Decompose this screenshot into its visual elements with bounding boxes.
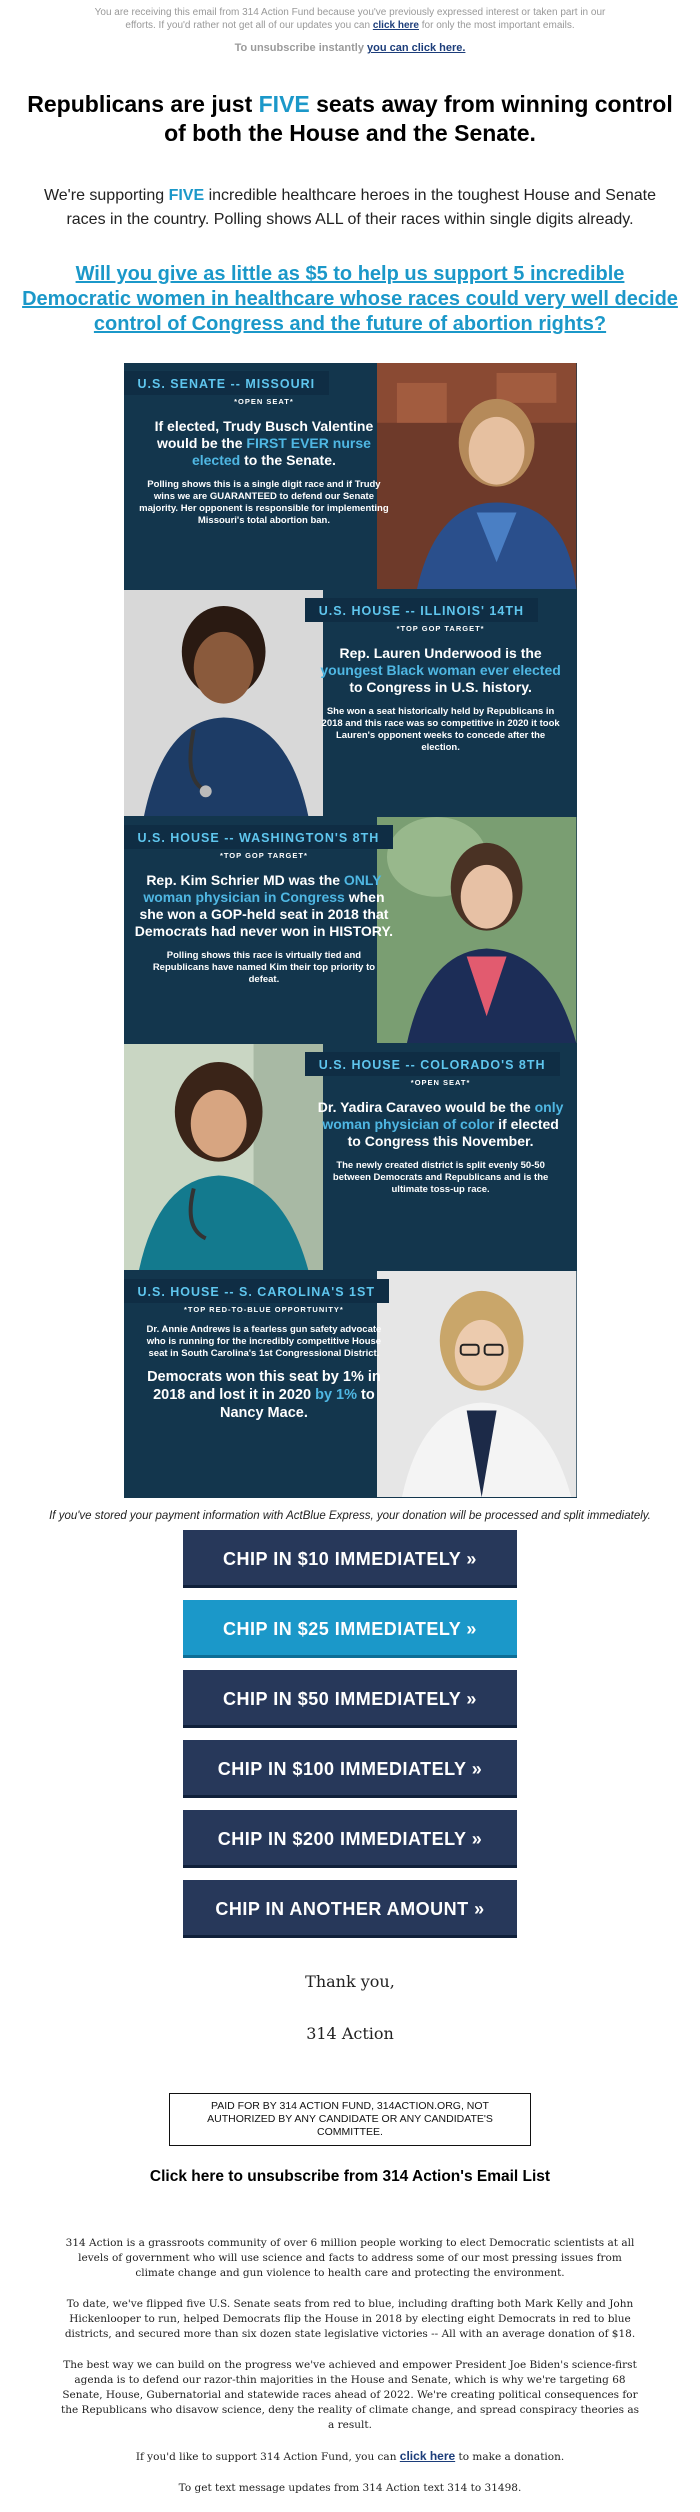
lead-accent: only woman physician of color <box>322 1099 564 1132</box>
candidate-panel-washington[interactable] <box>124 817 577 1044</box>
race-label: U.S. HOUSE -- ILLINOIS' 14TH <box>305 598 538 622</box>
preheader-click-here-link[interactable]: click here <box>372 20 419 31</box>
big-post: to Nancy Mace. <box>220 1387 375 1421</box>
footer-click-here-link[interactable]: click here <box>399 2449 456 2463</box>
headline-post: seats away from winning control of both the House and the Senate. <box>164 91 673 146</box>
panel-text <box>124 363 405 527</box>
panel-text <box>124 817 405 986</box>
panel-detail <box>138 479 391 527</box>
panel-lead <box>315 1099 567 1150</box>
race-tag: *OPEN SEAT* <box>234 397 294 406</box>
big-accent: by 1% <box>315 1387 358 1403</box>
lead-post: when she won a GOP-held seat in 2018 that Democrats had never won in HISTORY. <box>134 889 394 939</box>
panel-lead <box>134 872 395 940</box>
paid-for-disclaimer: PAID FOR BY 314 ACTION FUND, 314ACTION.ORG, NOT AUTHORIZED BY ANY CANDIDATE OR ANY CANDIDATE'S COMMITTEE. <box>169 2093 531 2146</box>
race-label: U.S. HOUSE -- S. CAROLINA'S 1ST <box>124 1279 389 1303</box>
detail-strong: GUARANTEED <box>209 491 277 502</box>
candidate-photo <box>377 817 576 1043</box>
footer-paragraph-1: 314 Action is a grassroots community of over 6 million people working to elect Democratic scientists at all levels of government who will use science and facts to address some of our most pressing issues from climate change and gun violence to health care and protecting the environment. <box>65 2237 635 2279</box>
detail-post: to defend our Senate majority. Her opponent is responsible for implementing Missouri's total abortion ban. <box>139 491 389 526</box>
lead-accent: ONLY woman physician in Congress <box>143 872 382 905</box>
headline <box>24 90 676 148</box>
race-tag: *TOP GOP TARGET* <box>396 624 485 633</box>
race-label: U.S. SENATE -- MISSOURI <box>124 371 330 395</box>
panel-detail: Dr. Annie Andrews is a fearless gun safety advocate who is running for the incredibly competitive House seat in South Carolina's 1st Congressional District. <box>146 1324 382 1359</box>
intro-pre: We're supporting <box>43 187 169 204</box>
lead-pre: If elected, Trudy Busch Valentine would be the <box>154 418 374 451</box>
donation-ask-link[interactable]: Will you give as little as $5 to help us support 5 incredible Democratic women in healthcare whose races could very well decide control of Congress and the future of abortion rights? <box>22 263 678 335</box>
lead-pre: Rep. Lauren Underwood is the <box>339 645 542 661</box>
panel-detail: Polling shows this race is virtually tied and Republicans have named Kim their top priority to defeat. <box>152 950 376 985</box>
panel-text <box>124 1271 405 1422</box>
panel-big <box>134 1368 395 1422</box>
panel-text <box>305 590 577 754</box>
unsubscribe-list-link[interactable]: Click here to unsubscribe from 314 Action's Email List <box>149 2168 551 2185</box>
unsubscribe-instantly <box>0 42 700 54</box>
donation-buttons <box>183 1530 517 1938</box>
candidate-panel-south-carolina[interactable] <box>124 1271 577 1498</box>
footer-paragraph-2: To date, we've flipped five U.S. Senate seats from red to blue, including drafting both Mark Kelly and John Hickenlooper to run, helped Democrats flip the House in 2018 by electing eight Democrats in red to blue districts, and secured more than six dozen state legislative victories -- All with an average donation of $18. <box>64 2298 636 2340</box>
intro-paragraph <box>24 184 676 232</box>
panel-detail: She won a seat historically held by Republicans in 2018 and this race was so competitive in 2020 it took Lauren's opponent weeks to concede after the election. <box>321 706 560 753</box>
panel-detail: The newly created district is split evenly 50-50 between Democrats and Republicans and is the ultimate toss-up race. <box>332 1160 549 1195</box>
footer-support-post: to make a donation. <box>458 2451 565 2463</box>
footer <box>60 2236 640 2496</box>
race-tag: *TOP GOP TARGET* <box>219 851 308 860</box>
chip-in-25-button[interactable]: CHIP IN $25 IMMEDIATELY » <box>183 1600 517 1658</box>
chip-in-10-button[interactable]: CHIP IN $10 IMMEDIATELY » <box>183 1530 517 1588</box>
footer-paragraph-4 <box>60 2449 640 2465</box>
candidate-photo <box>124 590 323 816</box>
panel-lead <box>315 645 567 696</box>
footer-paragraph-3: The best way we can build on the progress we've achieved and empower President Joe Biden's science-first agenda is to defend our razor-thin majorities in the House and Senate, which is why we're targeting 68 Senate, House, Gubernatorial and statewide races ahead of 2022. We're creating political consequences for the Republicans who disavow science, deny the reality of climate change, and spread conspiracy theories as a result. <box>61 2359 639 2431</box>
intro-post: incredible healthcare heroes in the toughest House and Senate races in the country. Polling shows ALL of their races within single digits already. <box>66 187 657 228</box>
race-tag: *TOP RED-TO-BLUE OPPORTUNITY* <box>184 1305 344 1314</box>
headline-pre: Republicans are just <box>27 91 259 117</box>
lead-pre: Dr. Yadira Caraveo would be the <box>317 1099 535 1115</box>
candidate-photo <box>124 1044 323 1270</box>
panel-text <box>305 1044 577 1196</box>
candidate-photo <box>377 363 576 589</box>
big-pre: Democrats won this seat by 1% in 2018 and lost it in 2020 <box>147 1369 381 1403</box>
lead-pre: Rep. Kim Schrier MD was the <box>146 872 344 888</box>
unsubscribe-instantly-link[interactable]: you can click here. <box>367 42 466 54</box>
preheader-tail: for only the most important emails. <box>421 20 575 31</box>
chip-in-50-button[interactable]: CHIP IN $50 IMMEDIATELY » <box>183 1670 517 1728</box>
chip-in-other-amount-button[interactable]: CHIP IN ANOTHER AMOUNT » <box>183 1880 517 1938</box>
preheader-text: You are receiving this email from 314 Action Fund because you've previously expressed interest or taken part in our efforts. If you'd rather not get all of our updates you can <box>94 7 606 31</box>
detail-pre: Polling shows this is a single digit race and if Trudy wins we are <box>147 479 381 502</box>
thanks-text: Thank you, <box>305 1972 395 1991</box>
panel-lead <box>134 418 395 469</box>
candidate-panel-illinois[interactable] <box>124 590 577 817</box>
chip-in-100-button[interactable]: CHIP IN $100 IMMEDIATELY » <box>183 1740 517 1798</box>
footer-paragraph-5: To get text message updates from 314 Action text 314 to 31498. <box>178 2482 522 2494</box>
lead-post: if elected to Congress this November. <box>347 1116 559 1149</box>
actblue-express-note: If you've stored your payment information with ActBlue Express, your donation will be processed and split immediately. <box>49 1510 651 1522</box>
candidate-panel-colorado[interactable] <box>124 1044 577 1271</box>
unsubscribe-instantly-text: To unsubscribe instantly <box>234 42 364 54</box>
race-label: U.S. HOUSE -- COLORADO'S 8TH <box>305 1052 560 1076</box>
candidate-panels[interactable] <box>124 363 577 1498</box>
intro-accent: FIVE <box>168 187 205 204</box>
candidate-photo <box>377 1271 576 1497</box>
lead-accent: youngest Black woman ever elected <box>320 662 561 678</box>
race-label: U.S. HOUSE -- WASHINGTON'S 8TH <box>124 825 394 849</box>
preheader <box>0 0 700 32</box>
footer-support-pre: If you'd like to support 314 Action Fund, you can <box>135 2451 397 2463</box>
race-tag: *OPEN SEAT* <box>410 1078 471 1087</box>
lead-post: to Congress in U.S. history. <box>349 679 532 695</box>
chip-in-200-button[interactable]: CHIP IN $200 IMMEDIATELY » <box>183 1810 517 1868</box>
headline-accent: FIVE <box>258 91 310 117</box>
signature-org: 314 Action <box>306 2024 394 2043</box>
lead-accent: FIRST EVER nurse elected <box>191 435 371 468</box>
candidate-panel-missouri[interactable] <box>124 363 577 590</box>
lead-post: to the Senate. <box>240 452 336 468</box>
